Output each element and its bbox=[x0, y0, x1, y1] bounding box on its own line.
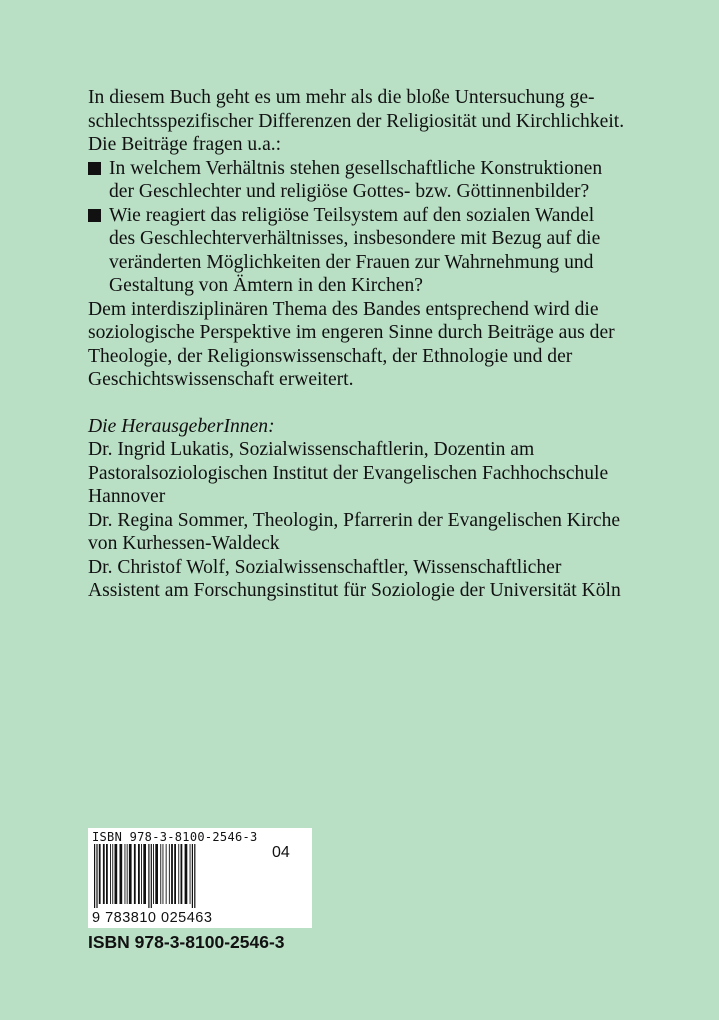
editor-line-2: Pastoralsoziologischen Institut der Evangelischen Fachhochschule bbox=[88, 462, 609, 484]
closing-line-3: Theologie, der Religionswissenschaft, der Ethnologie und der bbox=[88, 345, 573, 367]
bullet-text-2 bbox=[109, 204, 688, 298]
isbn-number: ISBN 978-3-8100-2546-3 bbox=[88, 932, 285, 952]
barcode-bar bbox=[115, 844, 118, 904]
barcode-bar bbox=[99, 844, 101, 904]
closing-line-2: soziologische Perspektive im engeren Sinne durch Beiträge aus der bbox=[88, 322, 615, 343]
editor-line-7: Assistent am Forschungsinstitut für Soziologie der Universität Köln bbox=[88, 580, 621, 601]
editor-line-3: Hannover bbox=[88, 486, 166, 507]
barcode-bar bbox=[110, 844, 111, 904]
barcode-bar bbox=[163, 844, 164, 904]
bullet-item-2 bbox=[88, 204, 688, 298]
barcode-bar bbox=[138, 844, 140, 904]
barcode-bar bbox=[112, 844, 113, 904]
closing-line-4: Geschichtswissenschaft erweitert. bbox=[88, 369, 354, 390]
back-cover-text bbox=[88, 86, 688, 603]
barcode-bar bbox=[194, 844, 195, 908]
barcode-addon-code: 04 bbox=[272, 844, 290, 861]
section-spacer bbox=[88, 392, 688, 415]
barcode-bar bbox=[185, 844, 188, 904]
bullet-2-line-3: veränderten Möglichkeiten der Frauen zur Wahrnehmung und bbox=[109, 251, 594, 273]
intro-line-1: In diesem Buch geht es um mehr als die bloße Untersuchung ge- bbox=[88, 87, 595, 108]
square-bullet-icon bbox=[88, 209, 101, 222]
barcode-bar bbox=[141, 844, 142, 904]
barcode-bar bbox=[192, 844, 193, 908]
editor-line-5: von Kurhessen-Waldeck bbox=[88, 533, 280, 554]
barcode-bar bbox=[151, 844, 152, 908]
barcode-bar bbox=[166, 844, 167, 904]
barcode-bar bbox=[129, 844, 132, 904]
bullet-2-line-1: Wie reagiert das religiöse Teilsystem auf den sozialen Wandel bbox=[109, 204, 595, 226]
intro-line-2: schlechtsspezifischer Differenzen der Religiosität und Kirchlichkeit. bbox=[88, 110, 625, 132]
bullet-item-1 bbox=[88, 157, 688, 204]
square-bullet-icon bbox=[88, 162, 101, 175]
barcode-bar bbox=[153, 844, 154, 904]
barcode-bar bbox=[127, 844, 128, 904]
barcode-bar bbox=[120, 844, 123, 904]
barcode-bar bbox=[94, 844, 95, 908]
bullet-2-line-2: des Geschlechterverhältnisses, insbesondere mit Bezug auf die bbox=[109, 228, 601, 249]
barcode-bar bbox=[181, 844, 183, 904]
barcode-bar bbox=[143, 844, 146, 904]
barcode-bar bbox=[174, 844, 176, 904]
editor-line-4: Dr. Regina Sommer, Theologin, Pfarrerin der Evangelischen Kirche bbox=[88, 509, 621, 531]
barcode-isbn-label: ISBN 978-3-8100-2546-3 bbox=[92, 830, 258, 844]
bullet-1-line-2: der Geschlechter und religiöse Gottes- bzw. Göttinnenbilder? bbox=[109, 181, 590, 202]
intro-line-3: Die Beiträge fragen u.a.: bbox=[88, 134, 282, 155]
closing-line-1: Dem interdisziplinären Thema des Bandes entsprechend wird die bbox=[88, 298, 599, 320]
editor-line-1: Dr. Ingrid Lukatis, Sozialwissenschaftlerin, Dozentin am bbox=[88, 439, 535, 460]
barcode-bar bbox=[103, 844, 105, 904]
bullet-2-line-4: Gestaltung von Ämtern in den Kirchen? bbox=[109, 275, 423, 296]
barcode-bar bbox=[125, 844, 126, 904]
barcode-bar bbox=[96, 844, 97, 908]
barcode-digits: 9 783810 025463 bbox=[92, 910, 213, 926]
barcode-bar bbox=[155, 844, 158, 904]
barcode-bar bbox=[178, 844, 179, 904]
barcode-bar bbox=[148, 844, 149, 908]
barcode-bar bbox=[160, 844, 161, 904]
editors-heading: Die HerausgeberInnen: bbox=[88, 415, 275, 437]
barcode bbox=[88, 828, 312, 928]
editor-line-6: Dr. Christof Wolf, Sozialwissenschaftler, Wissenschaftlicher bbox=[88, 556, 562, 578]
barcode-bars bbox=[92, 844, 272, 908]
barcode-bar bbox=[134, 844, 136, 904]
barcode-bar bbox=[190, 844, 191, 904]
barcode-bar bbox=[169, 844, 170, 904]
barcode-bar bbox=[106, 844, 108, 904]
bullet-1-line-1: In welchem Verhältnis stehen gesellschaftliche Konstruktionen bbox=[109, 157, 603, 179]
barcode-bar bbox=[171, 844, 173, 904]
bullet-text-1 bbox=[109, 157, 688, 204]
